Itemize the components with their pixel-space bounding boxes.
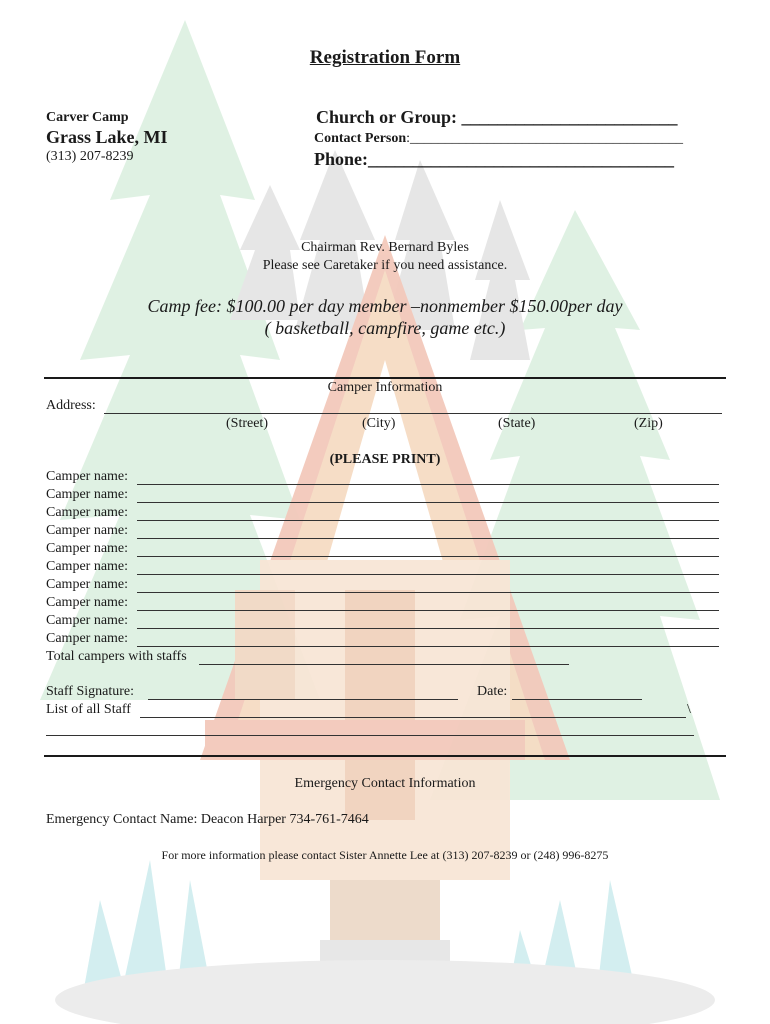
camper-name-line[interactable] — [137, 610, 719, 611]
staff-list-line[interactable] — [140, 717, 686, 718]
camp-phone: (313) 207-8239 — [46, 149, 134, 164]
camper-name-label: Camper name: — [46, 595, 129, 610]
camper-name-label: Camper name: — [46, 577, 129, 592]
camper-name-line[interactable] — [137, 538, 719, 539]
address-zip-label: (Zip) — [634, 416, 663, 431]
contact-person-label: Contact Person — [314, 131, 407, 146]
total-campers-line[interactable] — [199, 664, 569, 665]
camper-name-line[interactable] — [137, 484, 719, 485]
camp-fee-text: Camp fee: $100.00 per day member –nonmember $150.00per day — [147, 296, 623, 316]
contact-person-field[interactable] — [314, 131, 683, 147]
contact-person-blank[interactable]: :_______________________________________ — [406, 131, 684, 146]
camper-name-label: Camper name: — [46, 523, 129, 538]
camp-name: Carver Camp — [46, 110, 129, 125]
section-divider-top — [44, 377, 726, 379]
camper-name-line[interactable] — [137, 502, 719, 503]
date-label: Date: — [477, 684, 508, 699]
camp-fee-activities: ( basketball, campfire, game etc.) — [264, 318, 506, 338]
date-line[interactable] — [512, 699, 642, 700]
staff-list-label: List of all Staff — [46, 702, 131, 717]
more-info-text: For more information please contact Sister Annette Lee at (313) 207-8239 or (248) 996-8275 — [161, 848, 609, 862]
camper-name-label: Camper name: — [46, 469, 129, 484]
camper-name-line[interactable] — [137, 574, 719, 575]
staff-list-line-2[interactable] — [46, 735, 694, 736]
camper-name-line[interactable] — [137, 520, 719, 521]
staff-list-end-mark: \ — [687, 702, 691, 717]
emergency-contact-name: Emergency Contact Name: Deacon Harper 734-761-7464 — [46, 812, 369, 827]
camper-name-label: Camper name: — [46, 505, 129, 520]
camper-name-label: Camper name: — [46, 613, 129, 628]
staff-signature-label: Staff Signature: — [46, 684, 135, 699]
chairman-text: Chairman Rev. Bernard Byles — [301, 240, 469, 255]
address-label: Address: — [46, 398, 96, 413]
caretaker-note: Please see Caretaker if you need assistance. — [262, 258, 508, 273]
camper-name-line[interactable] — [137, 628, 719, 629]
camp-location: Grass Lake, MI — [46, 127, 168, 147]
total-campers-label: Total campers with staffs — [46, 649, 187, 664]
address-city-label: (City) — [362, 416, 396, 431]
staff-signature-line[interactable] — [148, 699, 458, 700]
form-title: Registration Form — [309, 47, 461, 68]
camper-info-heading: Camper Information — [327, 380, 443, 395]
camper-name-label: Camper name: — [46, 631, 129, 646]
group-phone-field[interactable]: Phone:__________________________________ — [314, 149, 674, 169]
camper-name-line[interactable] — [137, 556, 719, 557]
camper-name-label: Camper name: — [46, 559, 129, 574]
emergency-heading: Emergency Contact Information — [294, 776, 476, 791]
camper-name-label: Camper name: — [46, 541, 129, 556]
camper-name-line[interactable] — [137, 646, 719, 647]
section-divider-bottom — [44, 755, 726, 757]
church-or-group-field[interactable]: Church or Group: ________________________ — [316, 107, 678, 127]
address-state-label: (State) — [498, 416, 536, 431]
please-print-note: (PLEASE PRINT) — [329, 452, 441, 467]
address-line[interactable] — [104, 413, 722, 414]
camper-name-line[interactable] — [137, 592, 719, 593]
camper-name-label: Camper name: — [46, 487, 129, 502]
address-street-label: (Street) — [226, 416, 268, 431]
